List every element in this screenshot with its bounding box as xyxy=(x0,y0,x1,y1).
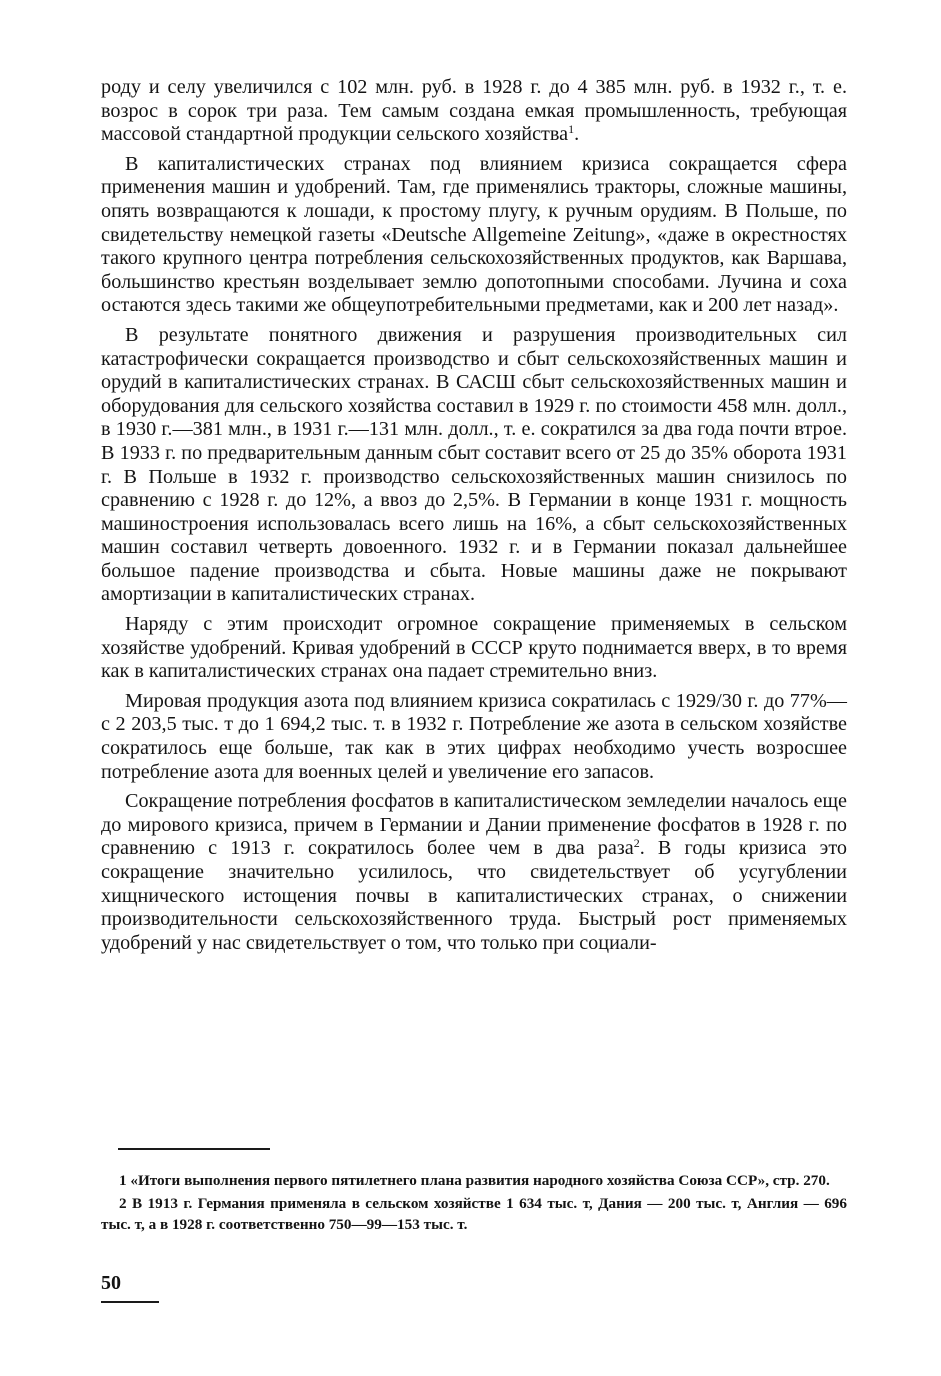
footnote-ref-2[interactable]: 2 xyxy=(633,836,640,851)
paragraph xyxy=(101,790,847,955)
footnote-text: «Итоги выполнения первого пятилетнего плана развития народного хозяйства Союза ССР», стр. 270. xyxy=(130,1172,830,1189)
paragraph-text: Сокращение потребления фосфатов в капиталистическом земледелии началось еще до мирового кризиса, причем в Германии и Дании применение фосфатов в 1928 г. по сравнению с 1913 г. сократилось более чем в два раза xyxy=(101,790,847,860)
footnote-mark: 1 xyxy=(119,1172,127,1189)
main-text xyxy=(101,76,847,961)
paragraph: Мировая продукция азота под влиянием кризиса сократилась с 1929/30 г. до 77%—с 2 203,5 тыс. т до 1 694,2 тыс. т. в 1932 г. Потребление же азота в сельском хозяйстве сократилось еще больше, так как в этих цифрах необходимо учесть возросшее потребление азота для военных целей и увеличение его запасов. xyxy=(101,689,847,783)
footnote-text: В 1913 г. Германия применяла в сельском хозяйстве 1 634 тыс. т, Дания — 200 тыс. т, Англия — 696 тыс. т, а в 1928 г. соответственно 750—99—153 тыс. т. xyxy=(101,1195,847,1233)
page-number: 50 xyxy=(101,1272,159,1303)
footnotes xyxy=(101,1170,847,1237)
paragraph: Наряду с этим происходит огромное сокращение применяемых в сельском хозяйстве удобрений. Кривая удобрений в СССР круто поднимается вверх, в то время как в капиталистических странах она падает стремительно вниз. xyxy=(101,613,847,683)
paragraph-text: . В годы кризиса это сокращение значительно усилилось, что свидетельствует об усугублении хищнического истощения почвы в капиталистических странах, о снижении производительности сельскохозяйственного труда. Быстрый рост применяемых удобрений у нас свидетельствует о том, что только при социали- xyxy=(101,837,847,954)
footnote-ref-1[interactable]: 1 xyxy=(568,122,575,137)
paragraph: В результате понятного движения и разрушения производительных сил катастрофически сокращается производство и сбыт сельскохозяйственных машин и орудий в капиталистических странах. В САСШ сбыт сельскохозяйственных машин и оборудования для сельского хозяйства составил в 1929 г. по стоимости 458 млн. долл., в 1930 г.—381 млн., в 1931 г.—131 млн. долл., т. е. сократился за два года почти втрое. В 1933 г. по предварительным данным сбыт составит всего от 25 до 35% оборота 1931 г. В Польше в 1932 г. производство сельскохозяйственных машин снизилось по сравнению с 1928 г. до 12%, а ввоз до 2,5%. В Германии в конце 1931 г. мощность машиностроения использовалась всего лишь на 16%, а сбыт сельскохозяйственных машин составил четверть довоенного. 1932 г. и в Германии показал дальнейшее большое падение производства и сбыта. Новые машины даже не покрывают амортизации в капиталистических странах. xyxy=(101,323,847,606)
paragraph-text: роду и селу увеличился с 102 млн. руб. в 1928 г. до 4 385 млн. руб. в 1932 г., т. е. возрос в сорок три раза. Тем самым создана емкая промышленность, требующая массовой стандартной продукции сельского хозяйства xyxy=(101,76,847,146)
footnote-2 xyxy=(101,1193,847,1235)
paragraph-end: . xyxy=(574,123,580,146)
paragraph-continuation xyxy=(101,76,847,147)
footnote-divider xyxy=(118,1148,270,1150)
footnote-1 xyxy=(101,1170,847,1191)
paragraph: В капиталистических странах под влиянием кризиса сокращается сфера применения машин и удобрений. Там, где применялись тракторы, сложные машины, опять возвращаются к лошади, к простому плугу, к ручным орудиям. В Польше, по свидетельству немецкой газеты «Deutsche Allgemeine Zeitung», «даже в окрестностях такого крупного центра потребления сельскохозяйственных продуктов, как Варшава, большинство крестьян возделывает землю допотопными способами. Лучина и соха остаются здесь такими же общеупотребительными предметами, как и 200 лет назад». xyxy=(101,152,847,317)
footnote-mark: 2 xyxy=(119,1195,127,1212)
